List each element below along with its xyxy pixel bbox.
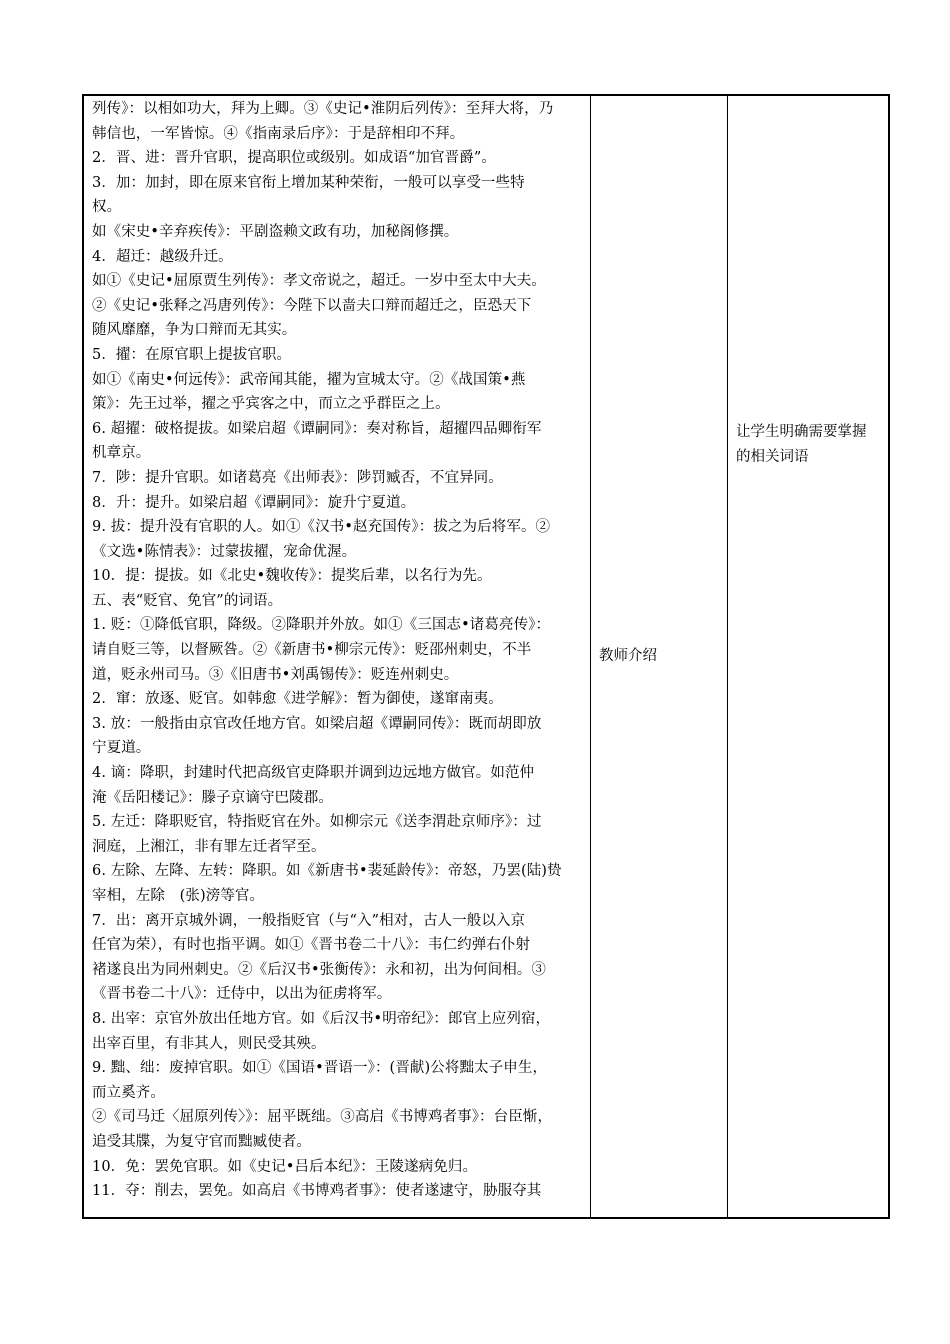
content-line: 五、表“贬官、免官”的词语。 xyxy=(92,592,283,609)
content-line: 3．加：加封，即在原来官衔上增加某种荣衔，一般可以享受一些特 xyxy=(92,174,525,191)
content-line: 列传》：以相如功大，拜为上卿。③《史记•淮阴后列传》：至拜大将，乃 xyxy=(92,101,554,117)
content-line: 4．超迁：越级升迁。 xyxy=(92,248,233,265)
content-line: 而立奚齐。 xyxy=(92,1084,165,1101)
content-line: 6. 超擢：破格提拔。如梁启超《谭嗣同》：奏对称旨，超擢四品卿衔军 xyxy=(92,420,542,437)
content-line: 权。 xyxy=(92,199,122,216)
content-line: 任官为荣），有时也指平调。如①《晋书卷二十八》：韦仁约弹右仆射 xyxy=(92,937,531,954)
lesson-content xyxy=(84,96,590,1217)
content-line: 8．升：提升。如梁启超《谭嗣同》：旋升宁夏道。 xyxy=(92,494,416,511)
content-line: 褚遂良出为同州刺史。②《后汉书•张衡传》：永和初，出为何间相。③ xyxy=(92,961,546,978)
lesson-table xyxy=(82,94,890,1219)
content-line: 宁夏道。 xyxy=(92,740,151,757)
content-line: 《文选•陈情表》：过蒙拔擢，宠命优渥。 xyxy=(92,543,357,560)
content-line: ②《司马迁〈屈原列传〉》：屈平既绌。③高启《书博鸡者事》：台臣惭， xyxy=(92,1109,553,1126)
content-line: 9. 拔：提升没有官职的人。如①《汉书•赵充国传》：拔之为后将军。② xyxy=(92,519,551,536)
content-line: 如《宋史•辛弃疾传》：平剧盗赖文政有功，加秘阁修撰。 xyxy=(92,223,459,240)
content-line: 7．陟：提升官职。如诸葛亮《出师表》：陟罚臧否，不宜异同。 xyxy=(92,469,503,486)
purpose-cell xyxy=(728,95,890,1218)
content-line: 2．窜：放逐、贬官。如韩愈《进学解》：暂为御使，遂窜南夷。 xyxy=(92,691,503,708)
content-cell xyxy=(83,95,591,1218)
content-line: 洞庭，上湘江，非有罪左迁者罕至。 xyxy=(92,838,326,855)
teaching-method: 教师介绍 xyxy=(599,648,657,664)
content-line: 请自贬三等，以督厥咎。②《新唐书•柳宗元传》：贬邵州刺史，不半 xyxy=(92,642,532,659)
content-line: 11．夺：削去，罢免。如高启《书博鸡者事》：使者遂逮守，胁服夺其 xyxy=(92,1183,542,1200)
content-line: 5．擢：在原官职上提拔官职。 xyxy=(92,346,292,363)
content-line: 6. 左除、左降、左转：降职。如《新唐书•裴延龄传》：帝怒，乃罢(陆)贽 xyxy=(92,863,562,880)
content-line: 9. 黜、绌：废掉官职。如①《国语•晋语一》：(晋献)公将黜太子申生， xyxy=(92,1060,548,1077)
content-line: 8. 出宰：京官外放出任地方官。如《后汉书•明帝纪》：郎官上应列宿， xyxy=(92,1010,551,1027)
content-line: 淹《岳阳楼记》：滕子京谪守巴陵郡。 xyxy=(92,789,333,806)
content-line: 5. 左迁：降职贬官，特指贬官在外。如柳宗元《送李渭赴京师序》：过 xyxy=(92,814,542,831)
content-line: 1. 贬：①降低官职，降级。②降职并外放。如①《三国志•诸葛亮传》： xyxy=(92,617,551,634)
content-line: 2．晋、进：晋升官职，提高职位或级别。如成语“加官晋爵”。 xyxy=(92,150,496,167)
content-line: 3. 放：一般指由京官改任地方官。如梁启超《谭嗣同传》：既而胡即放 xyxy=(92,715,542,732)
content-line: 策》：先王过举，擢之乎宾客之中，而立之乎群臣之上。 xyxy=(92,396,450,413)
content-line: 如①《南史•何远传》：武帝闻其能，擢为宣城太守。②《战国策•燕 xyxy=(92,371,526,388)
content-line: 7．出：离开京城外调，一般指贬官（与“入”相对，古人一般以入京 xyxy=(92,912,526,929)
teaching-purpose: 让学生明确需要掌握的相关词语 xyxy=(736,424,867,465)
content-line: 韩信也，一军皆惊。④《指南录后序》：于是辞相印不拜。 xyxy=(92,125,465,142)
content-line: 宰相，左除 (张)滂等官。 xyxy=(92,888,265,904)
content-line: 追受其牒，为复守官而黜臧使者。 xyxy=(92,1133,311,1150)
content-line: 机章京。 xyxy=(92,445,151,462)
content-line: 10．提：提拔。如《北史•魏收传》：提奖后辈，以名行为先。 xyxy=(92,568,492,585)
content-line: 道，贬永州司马。③《旧唐书•刘禹锡传》：贬连州刺史。 xyxy=(92,666,459,683)
content-line: 10．免：罢免官职。如《史记•吕后本纪》：王陵遂病免归。 xyxy=(92,1158,478,1175)
content-line: 出宰百里，有非其人，则民受其殃。 xyxy=(92,1035,326,1052)
content-line: 4. 谪：降职，封建时代把高级官吏降职并调到边远地方做官。如范仲 xyxy=(92,765,535,782)
content-line: 如①《史记•屈原贾生列传》：孝文帝说之，超迁。一岁中至太中大夫。 xyxy=(92,273,546,290)
content-line: 随风靡靡，争为口辩而无其实。 xyxy=(92,322,297,339)
method-cell xyxy=(591,95,728,1218)
content-line: 《晋书卷二十八》：迁侍中，以出为征虏将军。 xyxy=(92,986,392,1003)
table-row xyxy=(83,95,889,1218)
content-line: ②《史记•张释之冯唐列传》：今陛下以啬夫口辩而超迁之，臣恐天下 xyxy=(92,297,532,314)
